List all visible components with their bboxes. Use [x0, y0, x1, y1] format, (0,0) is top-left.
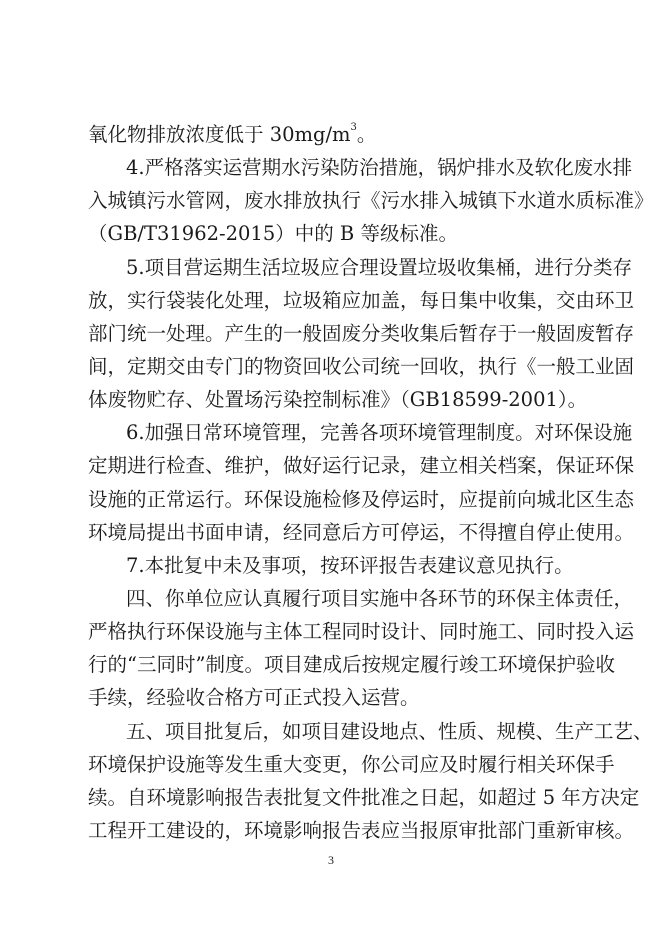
item-6-line-2: 定期进行检查、维护，做好运行记录，建立相关档案，保证环保 — [88, 454, 635, 477]
item-6-line-3: 设施的正常运行。环保设施检修及停运时，应提前向城北区生态 — [88, 488, 635, 511]
paragraph-line-1: 氧化物排放浓度低于 $30mg/m^3$。 — [88, 122, 377, 146]
section-4-line-3: 行的“三同时”制度。项目建成后按规定履行竣工环境保护验收 — [88, 653, 615, 676]
page-number: 3 — [328, 853, 334, 867]
section-5-line-3: 续。自环境影响报告表批复文件批准之日起，如超过 5 年方决定 — [88, 786, 640, 809]
item-6-line-1: 6.加强日常环境管理，完善各项环境管理制度。对环保设施 — [126, 421, 633, 444]
item-7-line-1: 7.本批复中未及事项，按环评报告表建议意见执行。 — [126, 554, 574, 577]
section-4-line-2: 严格执行环保设施与主体工程同时设计、同时施工、同时投入运 — [88, 620, 635, 643]
item-5-line-2: 放，实行袋装化处理，垃圾箱应加盖，每日集中收集，交由环卫 — [88, 289, 635, 312]
item-5-line-3: 部门统一处理。产生的一般固废分类收集后暂存于一般固废暂存 — [88, 322, 635, 345]
item-6-line-4: 环境局提出书面申请，经同意后方可停运，不得擅自停止使用。 — [88, 521, 635, 544]
section-5-line-1: 五、项目批复后，如项目建设地点、性质、规模、生产工艺、 — [126, 720, 653, 743]
item-5-line-5: 体废物贮存、处置场污染控制标准》（GB18599-2001）。 — [88, 388, 588, 411]
item-4-line-1: 4.严格落实运营期水污染防治措施，锅炉排水及软化废水排 — [126, 156, 633, 179]
section-5-line-2: 环境保护设施等发生重大变更，你公司应及时履行相关环保手 — [88, 753, 615, 776]
item-4-line-2: 入城镇污水管网，废水排放执行《污水排入城镇下水道水质标准》 — [88, 189, 654, 212]
section-5-line-4: 工程开工建设的，环境影响报告表应当报原审批部门重新审核。 — [88, 819, 635, 842]
superscript-3: 3 — [350, 122, 357, 133]
item-4-line-3: （GB/T31962-2015）中的 B 等级标准。 — [88, 222, 458, 245]
item-5-line-1: 5.项目营运期生活垃圾应合理设置垃圾收集桶，进行分类存 — [126, 256, 633, 279]
section-4-line-4: 手续，经验收合格方可正式投入运营。 — [88, 686, 420, 709]
item-5-line-4: 间，定期交由专门的物资回收公司统一回收，执行《一般工业固 — [88, 355, 635, 378]
section-4-line-1: 四、你单位应认真履行项目实施中各环节的环保主体责任， — [126, 587, 634, 610]
